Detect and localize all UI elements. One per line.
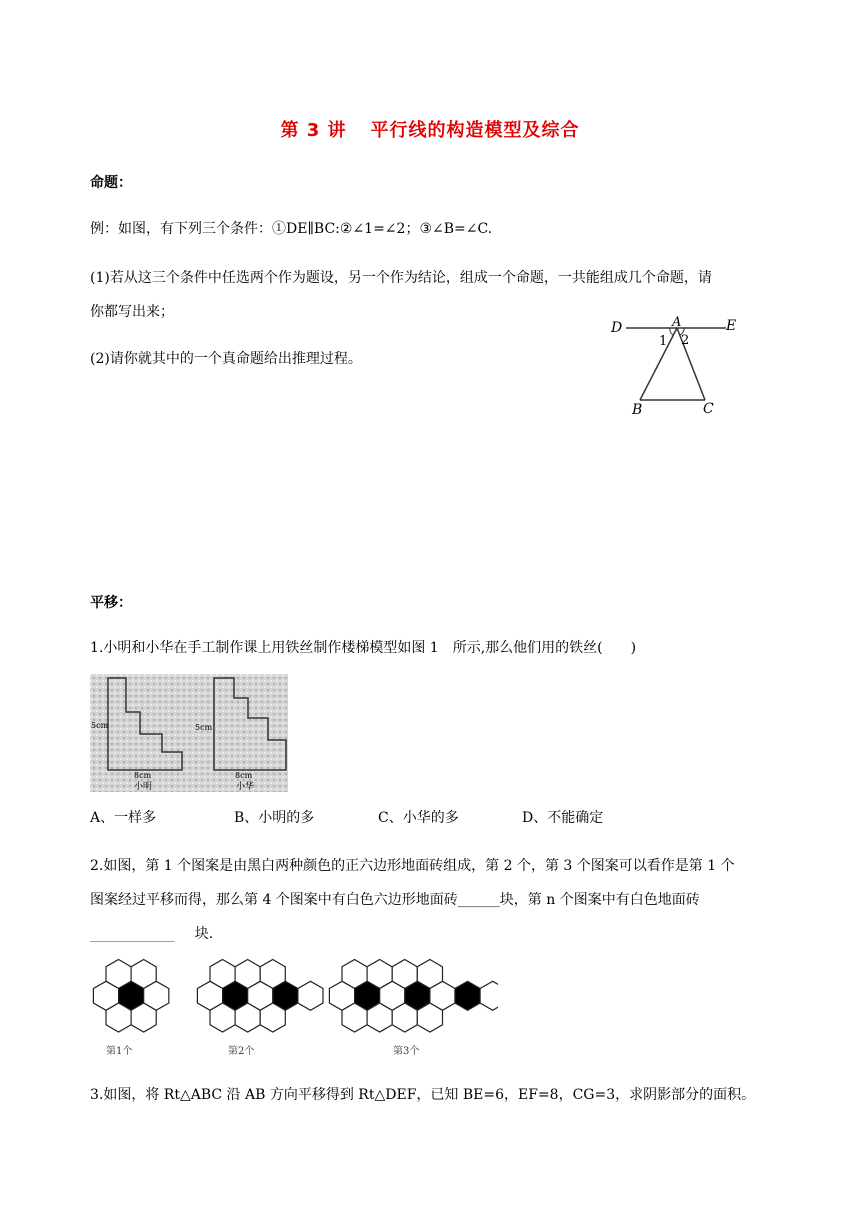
white-hexagon-tile [480, 981, 498, 1010]
xiaoming-width-label: 8cm [134, 771, 152, 780]
example-text: 例：如图，有下列三个条件：①DE∥BC:②∠1=∠2；③∠B=∠C. [90, 221, 493, 237]
hexagon-tile-patterns-figure [88, 954, 498, 1064]
option-d: D、不能确定 [522, 810, 604, 826]
pattern-3-label: 第3个 [393, 1046, 420, 1057]
lecture-number: 第 3 讲 [280, 120, 347, 141]
question-1-line-2: 你都写出来； [90, 304, 174, 320]
xiaohua-width-label: 8cm [235, 771, 253, 780]
parallel-line-triangle-figure [606, 312, 746, 422]
white-hexagon-tile [298, 981, 323, 1010]
problem-2-line-2: 图案经过平移而得，那么第 4 个图案中有白色六边形地面砖______块，第 n 个图案中有白色地面砖 [90, 892, 700, 908]
xiaoming-height-label: 5cm [91, 721, 109, 730]
problem-2-line-1: 2.如图，第 1 个图案是由黑白两种颜色的正六边形地面砖组成，第 2 个，第 3 个图案可以看作是第 1 个 [90, 858, 735, 874]
label-E: E [726, 318, 737, 334]
xiaoming-name-label: 小明 [134, 782, 153, 792]
option-b: B、小明的多 [234, 810, 315, 826]
section-heading-translation: 平移： [90, 595, 132, 611]
label-angle-1: 1 [659, 334, 668, 349]
problem-3-text: 3.如图，将 Rt△ABC 沿 AB 方向平移得到 Rt△DEF，已知 BE=6，EF=8，CG=3，求阴影部分的面积。 [90, 1087, 756, 1103]
page-title [0, 116, 860, 142]
xiaohua-height-label: 5cm [195, 723, 213, 732]
section-heading-proposition: 命题： [90, 175, 132, 191]
question-1-line-1: (1)若从这三个条件中任选两个作为题设，另一个作为结论，组成一个命题，一共能组成几个命题，请 [90, 270, 712, 286]
option-a: A、一样多 [90, 810, 157, 826]
label-A: A [672, 315, 682, 330]
question-2: (2)请你就其中的一个真命题给出推理过程。 [90, 351, 362, 367]
lecture-topic: 平行线的构造模型及综合 [370, 120, 580, 141]
staircase-models-figure [90, 674, 288, 792]
problem-2-answer-blank: __________ [90, 926, 175, 942]
label-B: B [632, 402, 643, 418]
hexagon-tiles [93, 960, 498, 1033]
problem-2-end: 块. [194, 926, 214, 942]
problem-1-text: 1.小明和小华在手工制作课上用铁丝制作楼梯模型如图 1 所示,那么他们用的铁丝( ) [90, 640, 637, 656]
label-angle-2: 2 [681, 333, 690, 348]
label-D: D [611, 320, 623, 336]
black-hexagon-tile [455, 981, 480, 1010]
label-C: C [703, 401, 714, 417]
option-c: C、小华的多 [378, 810, 459, 826]
xiaohua-name-label: 小华 [236, 782, 255, 792]
pattern-1-label: 第1个 [106, 1046, 133, 1057]
pattern-2-label: 第2个 [228, 1046, 255, 1057]
